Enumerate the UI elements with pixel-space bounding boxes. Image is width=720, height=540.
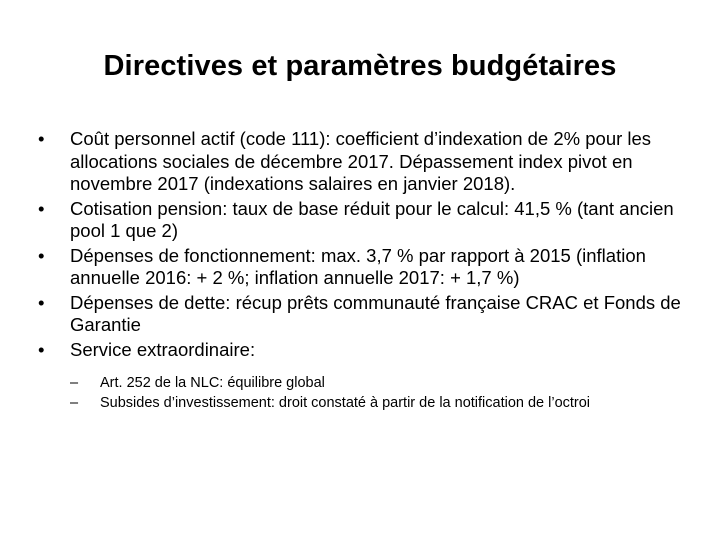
sub-bullet-marker: –: [70, 395, 79, 411]
sub-bullet-marker: –: [70, 375, 79, 391]
bullet-item: [36, 339, 696, 414]
bullet-list: [36, 128, 696, 415]
sub-bullet-text: Art. 252 de la NLC: équilibre global: [100, 375, 325, 391]
bullet-item: [36, 292, 696, 337]
bullet-marker: •: [38, 338, 45, 360]
bullet-marker: •: [38, 291, 45, 313]
bullet-item: [36, 198, 696, 243]
sub-bullet-item: [70, 373, 696, 393]
bullet-text: Dépenses de fonctionnement: max. 3,7 % par rapport à 2015 (inflation annuelle 2016: + 2 %; inflation annuelle 2017: + 1,7 %): [70, 244, 646, 288]
bullet-marker: •: [38, 197, 45, 219]
bullet-text: Service extraordinaire:: [70, 338, 256, 360]
bullet-text: Cotisation pension: taux de base réduit pour le calcul: 41,5 % (tant ancien pool 1 que 2): [70, 197, 674, 241]
sub-bullet-list: [70, 373, 696, 413]
sub-bullet-item: [70, 393, 696, 413]
bullet-marker: •: [38, 128, 45, 149]
bullet-text: Dépenses de dette: récup prêts communauté française CRAC et Fonds de Garantie: [70, 291, 681, 335]
sub-bullet-text: Subsides d’investissement: droit constaté à partir de la notification de l’octroi: [100, 395, 591, 411]
slide-title: Directives et paramètres budgétaires: [103, 50, 617, 82]
bullet-text: Coût personnel actif (code 111): coefficient d’indexation de 2% pour les allocations sociales de décembre 2017. Dépassement index pivot en novembre 2017 (indexations salaires en janvier 2018).: [70, 128, 652, 194]
bullet-item: [36, 128, 696, 196]
bullet-marker: •: [38, 244, 45, 266]
bullet-item: [36, 245, 696, 290]
